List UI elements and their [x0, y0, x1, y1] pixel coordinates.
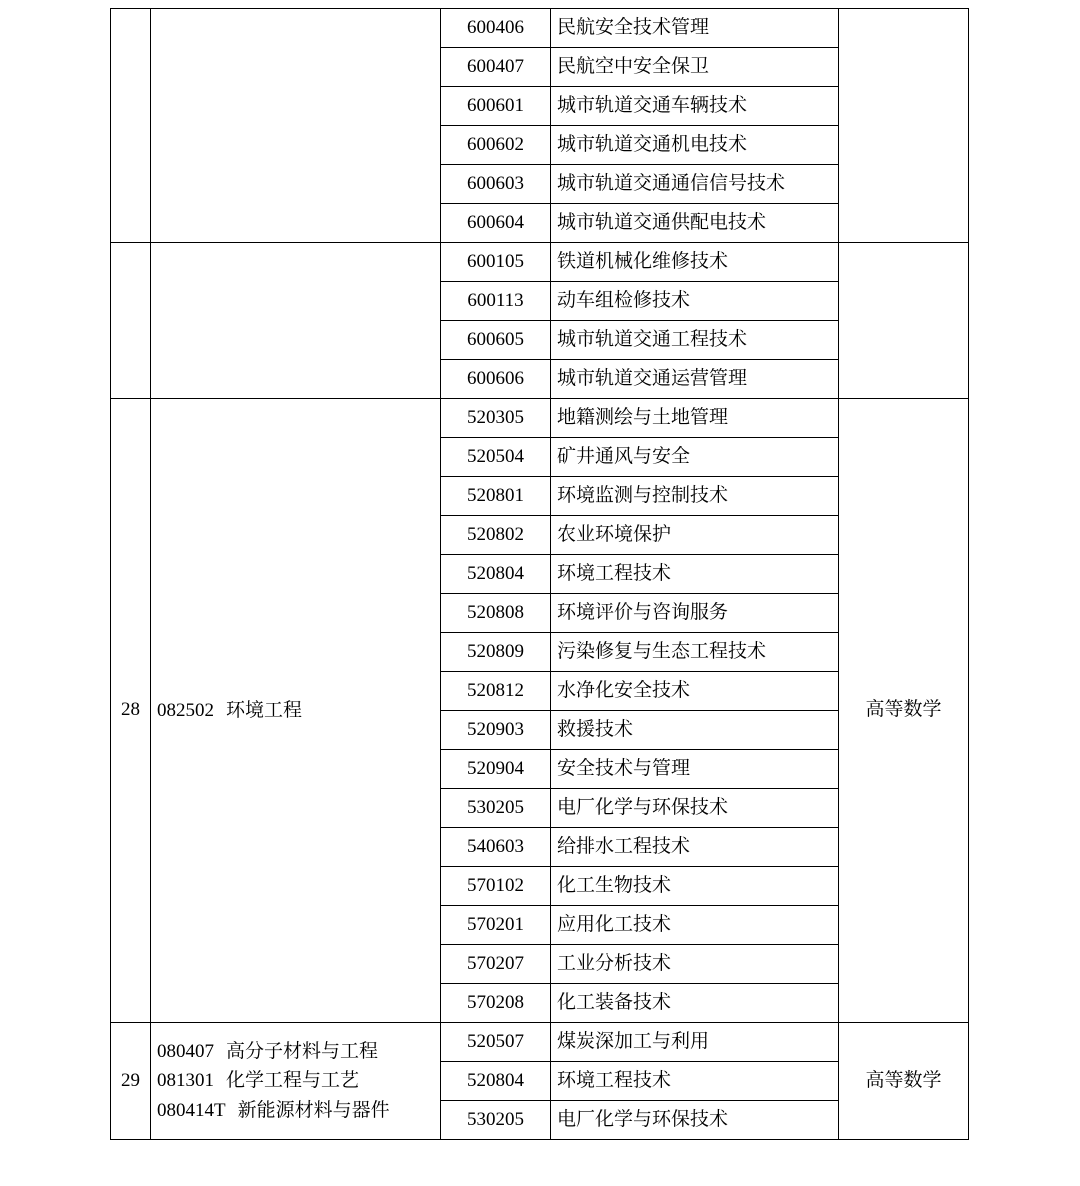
major-title: 化学工程与工艺	[226, 1070, 360, 1092]
table-row	[111, 399, 969, 438]
specialty-name-cell: 矿井通风与安全	[551, 438, 839, 477]
specialty-code-cell: 600406	[441, 9, 551, 48]
group-major-cell	[151, 243, 441, 399]
specialty-code-cell: 520305	[441, 399, 551, 438]
document-page	[0, 8, 1080, 1186]
specialty-code-cell: 600604	[441, 204, 551, 243]
major-line	[157, 1066, 434, 1095]
specialty-code-cell: 570208	[441, 984, 551, 1023]
specialty-code-cell: 600105	[441, 243, 551, 282]
specialty-code-cell: 600407	[441, 48, 551, 87]
specialty-code-cell: 600603	[441, 165, 551, 204]
specialty-code-cell: 520809	[441, 633, 551, 672]
major-code: 080414T	[157, 1099, 226, 1121]
specialty-code-cell: 600606	[441, 360, 551, 399]
specialty-code-cell: 520903	[441, 711, 551, 750]
group-index-cell: 28	[111, 399, 151, 1023]
group-index-cell	[111, 9, 151, 243]
specialty-name-cell: 工业分析技术	[551, 945, 839, 984]
exam-subject-cell: 高等数学	[839, 399, 969, 1023]
major-code: 081301	[157, 1070, 214, 1092]
specialty-name-cell: 环境监测与控制技术	[551, 477, 839, 516]
specialty-name-cell: 应用化工技术	[551, 906, 839, 945]
specialty-name-cell: 地籍测绘与土地管理	[551, 399, 839, 438]
specialty-code-cell: 520504	[441, 438, 551, 477]
exam-subject-cell: 高等数学	[839, 1023, 969, 1140]
major-line	[157, 1037, 434, 1066]
major-title: 高分子材料与工程	[226, 1040, 379, 1062]
specialty-code-cell: 520804	[441, 555, 551, 594]
specialty-code-cell: 600601	[441, 87, 551, 126]
specialty-name-cell: 环境工程技术	[551, 1062, 839, 1101]
table-row	[111, 243, 969, 282]
specialty-name-cell: 城市轨道交通运营管理	[551, 360, 839, 399]
specialty-name-cell: 化工装备技术	[551, 984, 839, 1023]
specialty-name-cell: 电厂化学与环保技术	[551, 789, 839, 828]
specialty-name-cell: 铁道机械化维修技术	[551, 243, 839, 282]
exam-subject-cell	[839, 9, 969, 243]
specialty-name-cell: 环境评价与咨询服务	[551, 594, 839, 633]
specialty-code-cell: 520804	[441, 1062, 551, 1101]
majors-mapping-table	[110, 8, 969, 1140]
specialty-code-cell: 530205	[441, 1101, 551, 1140]
specialty-name-cell: 城市轨道交通通信信号技术	[551, 165, 839, 204]
specialty-name-cell: 民航空中安全保卫	[551, 48, 839, 87]
specialty-code-cell: 570207	[441, 945, 551, 984]
specialty-code-cell: 600602	[441, 126, 551, 165]
specialty-name-cell: 城市轨道交通供配电技术	[551, 204, 839, 243]
group-major-cell	[151, 1023, 441, 1140]
specialty-name-cell: 给排水工程技术	[551, 828, 839, 867]
specialty-name-cell: 水净化安全技术	[551, 672, 839, 711]
major-code: 082502	[157, 699, 214, 721]
specialty-name-cell: 城市轨道交通机电技术	[551, 126, 839, 165]
table-row	[111, 9, 969, 48]
specialty-code-cell: 520808	[441, 594, 551, 633]
specialty-name-cell: 动车组检修技术	[551, 282, 839, 321]
group-major-cell	[151, 399, 441, 1023]
major-code: 080407	[157, 1040, 214, 1062]
specialty-code-cell: 520812	[441, 672, 551, 711]
specialty-code-cell: 520507	[441, 1023, 551, 1062]
specialty-name-cell: 救援技术	[551, 711, 839, 750]
specialty-code-cell: 520802	[441, 516, 551, 555]
specialty-name-cell: 城市轨道交通工程技术	[551, 321, 839, 360]
specialty-name-cell: 污染修复与生态工程技术	[551, 633, 839, 672]
major-line	[157, 696, 434, 725]
group-major-cell	[151, 9, 441, 243]
specialty-name-cell: 安全技术与管理	[551, 750, 839, 789]
specialty-code-cell: 600605	[441, 321, 551, 360]
specialty-name-cell: 农业环境保护	[551, 516, 839, 555]
specialty-code-cell: 520904	[441, 750, 551, 789]
specialty-code-cell: 570201	[441, 906, 551, 945]
specialty-code-cell: 600113	[441, 282, 551, 321]
exam-subject-cell	[839, 243, 969, 399]
specialty-code-cell: 570102	[441, 867, 551, 906]
table-body	[111, 9, 969, 1140]
table-row	[111, 1023, 969, 1062]
specialty-name-cell: 民航安全技术管理	[551, 9, 839, 48]
specialty-code-cell: 530205	[441, 789, 551, 828]
major-title: 环境工程	[226, 699, 303, 721]
group-index-cell	[111, 243, 151, 399]
major-line	[157, 1096, 434, 1125]
specialty-code-cell: 540603	[441, 828, 551, 867]
specialty-name-cell: 煤炭深加工与利用	[551, 1023, 839, 1062]
specialty-name-cell: 环境工程技术	[551, 555, 839, 594]
specialty-name-cell: 城市轨道交通车辆技术	[551, 87, 839, 126]
specialty-name-cell: 电厂化学与环保技术	[551, 1101, 839, 1140]
specialty-name-cell: 化工生物技术	[551, 867, 839, 906]
group-index-cell: 29	[111, 1023, 151, 1140]
specialty-code-cell: 520801	[441, 477, 551, 516]
major-title: 新能源材料与器件	[237, 1099, 390, 1121]
